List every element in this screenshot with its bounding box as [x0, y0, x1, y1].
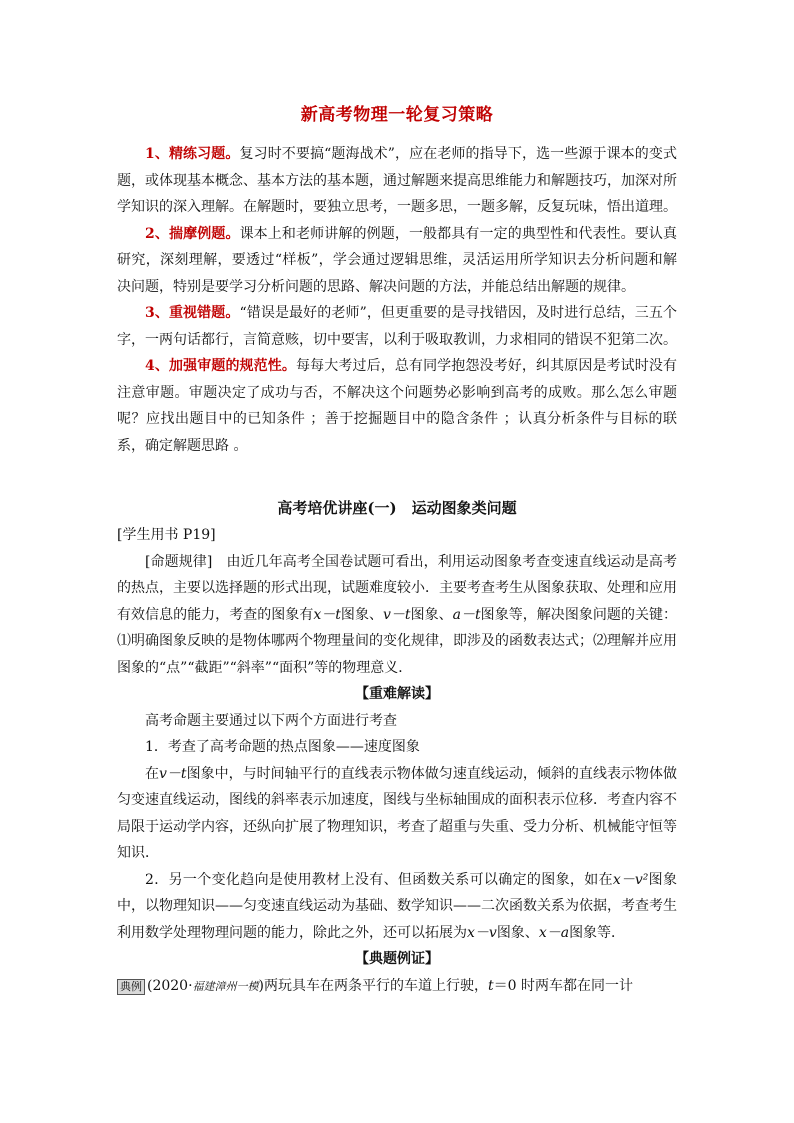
- lecture-body: [117, 522, 677, 1000]
- section-heading: 【典题例证】: [355, 951, 439, 967]
- point-title: 1．考查了高考命题的热点图象——速度图象: [145, 739, 420, 755]
- book-reference: [学生用书 P19]: [117, 527, 216, 543]
- example-tag: 典例: [117, 979, 145, 995]
- point-paragraph: 2．另一个变化趋向是使用教材上没有、但函数关系可以确定的图象，如在x－v²图象中，以物理知识——匀变速直线运动为基础、数学知识——二次函数关系为依据，考查考生利用数学处理物理问题的能力，除此之外，还可以拓展为x－v图象、x－a图象等．: [117, 871, 678, 941]
- strategy-item: 1、精练习题。复习时不要搞“题海战术”，应在老师的指导下，选一些源于课本的变式题，或体现基本概念、基本方法的基本题，通过解题来提高思维能力和解题技巧，加深对所学知识的深入理解。在解题时，要独立思考，一题多思，一题多解，反复玩味，悟出道理。: [117, 146, 677, 215]
- strategy-item: 4、加强审题的规范性。每每大考过后，总有同学抱怨没考好，纠其原因是考试时没有注意审题。审题决定了成功与否，不解决这个问题势必影响到高考的成败。那么怎么审题呢？应找出题目中的已知条件 ；善于挖掘题目中的隐含条件 ；认真分析条件与目标的联系，确定解题思路 。: [117, 358, 678, 454]
- strategy-item: 3、重视错题。“错误是最好的老师”，但更重要的是寻找错因，及时进行总结，三五个字，一两句话都行，言简意赅，切中要害，以利于吸取教训，力求相同的错误不犯第二次。: [117, 305, 677, 348]
- section-heading: 【重难解读】: [355, 686, 439, 702]
- example-line: 典例 (2020·福建漳州一模)两玩具车在两条平行的车道上行驶，t＝0 时两车都在同一计: [117, 973, 677, 1001]
- rule-paragraph: [命题规律] 由近几年高考全国卷试题可看出，利用运动图象考查变速直线运动是高考的热点，主要以选择题的形式出现，试题难度较小．主要考查考生从图象获取、处理和应用有效信息的能力，考查的图象有x－t图象、v－t图象、a－t图象等，解决图象问题的关键：⑴明确图象反映的是物体哪两个物理量间的变化规律，即涉及的函数表达式；⑵理解并应用图象的“点”“截距”“斜率”“面积”等的物理意义．: [117, 553, 678, 676]
- point-paragraph: 在v－t图象中，与时间轴平行的直线表示物体做匀速直线运动，倾斜的直线表示物体做匀变速直线运动，图线的斜率表示加速度，图线与坐标轴围成的面积表示位移．考查内容不局限于运动学内容，还纵向扩展了物理知识，考查了超重与失重、受力分析、机械能守恒等知识．: [117, 765, 678, 861]
- page-title: 新高考物理一轮复习策略: [300, 105, 494, 125]
- strategy-item: 2、揣摩例题。课本上和老师讲解的例题，一般都具有一定的典型性和代表性。要认真研究，深刻理解，要透过“样板”，学会通过逻辑思维，灵活运用所学知识去分析问题和解决问题，特别是要学习分析问题的思路、解决问题的方法，并能总结出解题的规律。: [117, 225, 678, 295]
- intro-line: 高考命题主要通过以下两个方面进行考查: [145, 712, 397, 729]
- lecture-title: 高考培优讲座(一) 运动图象类问题: [277, 499, 517, 517]
- strategy-list: [117, 141, 677, 459]
